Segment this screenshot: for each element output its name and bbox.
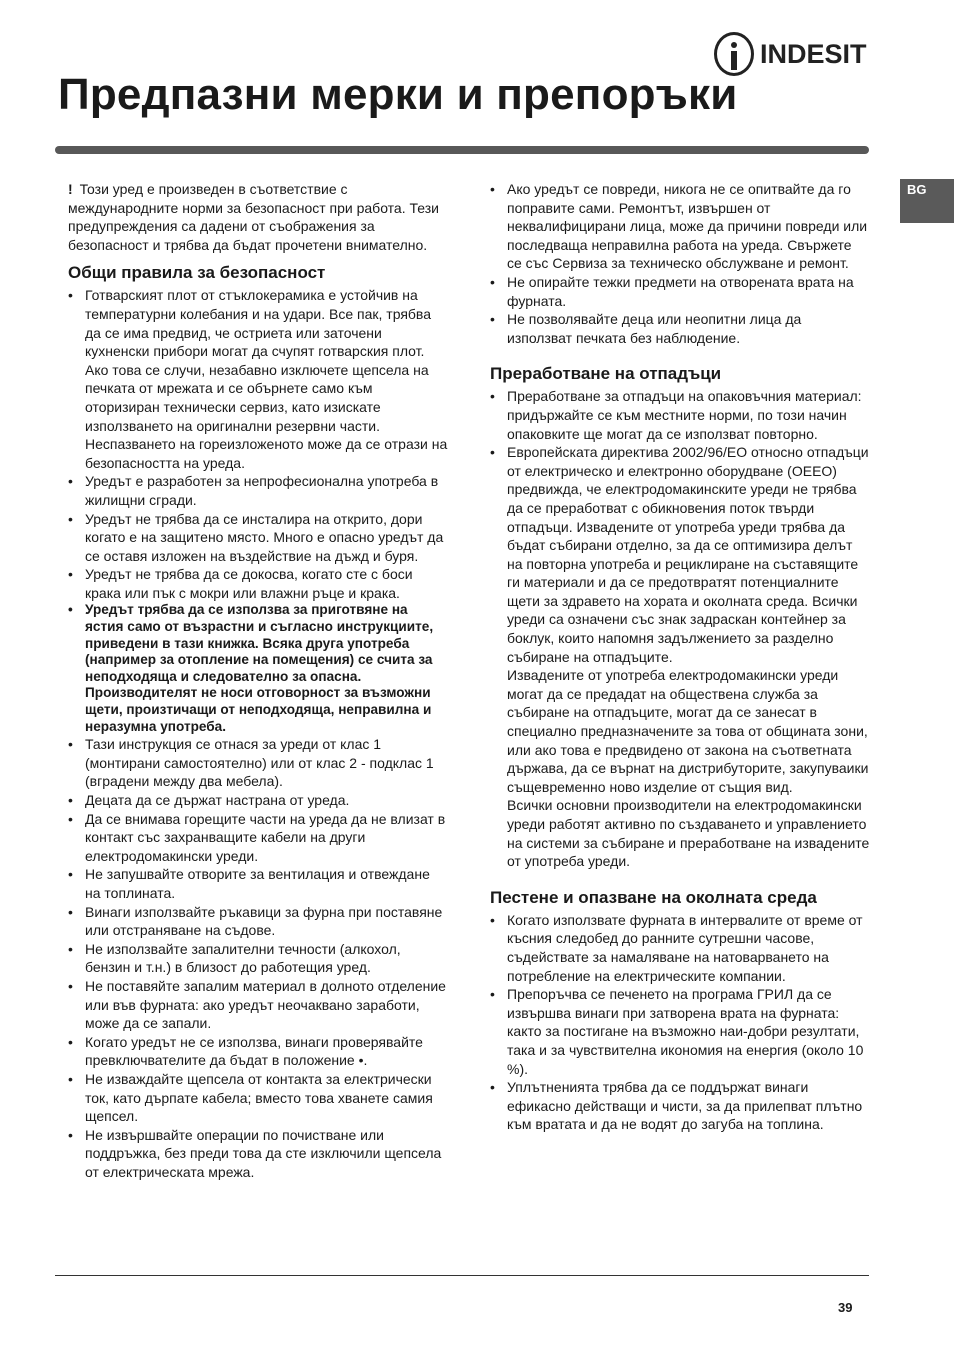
logo-text: INDESIT <box>760 38 867 69</box>
list-item: • Уплътненията трябва да се поддържат винаги ефикасно действащи и чисти, за да прилепват плътно към вратата и да не водят до загуба на топлина. <box>490 1078 870 1134</box>
general-safety-heading: Общи правила за безопасност <box>68 263 326 283</box>
list-item: • Децата да се държат настрана от уреда. <box>68 791 448 810</box>
page-number: 39 <box>838 1300 853 1315</box>
list-item: • Да се внимава горещите части на уреда да не влизат в контакт със захранващите кабели на други електродомакински уреди. <box>68 810 448 866</box>
list-item: • Готварският плот от стъклокерамика е устойчив на температурни колебания и на удари. Все пак, трябва да се има предвид, че остриета или заточени кухненски прибори могат да счупят готварския плот. Ако това се случи, незабавно изключете щепсела на печката от мрежата и се обърнете само към оторизиран технически сервиз, като изискате използването на оригинални резервни части. Неспазването на гореизложеното може да се отрази на безопасността на уреда. <box>68 286 448 472</box>
list-item: • Не извършвайте операции по почистване или поддръжка, без преди това да сте изключили щепсела от електрическата мрежа. <box>68 1126 448 1182</box>
energy-saving-heading: Пестене и опазване на околната среда <box>490 887 817 907</box>
general-safety-list <box>68 286 448 1181</box>
list-item: • Уредът не трябва да се докосва, когато сте с боси крака или пък с мокри или влажни ръце и крака. <box>68 565 448 602</box>
language-tab: BG <box>900 179 954 223</box>
list-item: • Тази инструкция се отнася за уреди от клас 1 (монтирани самостоятелно) или от клас 2 - подклас 1 (вградени между два мебела). <box>68 735 448 791</box>
list-item: • Не изваждайте щепсела от контакта за електрически ток, като дърпате кабела; вместо това хванете самия щепсел. <box>68 1070 448 1126</box>
waste-disposal-list <box>490 387 870 870</box>
warning-mark: ! <box>68 181 73 197</box>
weee-paragraph: • Европейската директива 2002/96/ЕО относно отпадъци от електрическо и електронно оборудване (ОЕЕО) предвижда, че електродомакинските уреди не трябва да се преработват с обикновения поток твърди отпадъци. Извадените от употреба уреди трябва да бъдат събирани отделно, за да се оптимизира делът на повторна употреба и рециклиране на съставящите ги материали и да се предотвратят потенциалните щети за здравето на хората и околната среда. Всички уреди са означени със знак задраскан контейнер за боклук, които напомня задължението за разделно събиране на отпадъците. <box>507 444 869 665</box>
general-safety-list-continued <box>490 180 870 347</box>
energy-saving-list <box>490 911 870 1134</box>
list-item: • Ако уредът се повреди, никога не се опитвайте да го поправите сами. Ремонтът, извършен от неквалифицирани лица, може да причини повреди или последваща неправилна работа на уреда. Свържете се със Сервиза за техническо обслужване и ремонт. <box>490 180 870 273</box>
intro-text: Този уред е произведен в съответствие с международните норми за безопасност при работа. Тези предупреждения са дадени от съображения за безопасност и трябва да бъдат прочетени внимателно. <box>68 181 439 253</box>
list-item: • Препоръчва се печенето на програма ГРИЛ да се извършва винаги при затворена врата на фурната: както за постигане на възможно наи-добри резултати, така и за чувствителна икономия на енергия (около 10 %). <box>490 985 870 1078</box>
list-item <box>490 443 870 871</box>
list-item: • Уредът не трябва да се инсталира на открито, дори когато е на защитено място. Много е опасно уредът да се оставя изложен на въздействие на дъжд и буря. <box>68 510 448 566</box>
intro-paragraph <box>68 180 448 254</box>
list-item: • Когато уредът не се използва, винаги проверявайте превключвателите да бъдат в положение •. <box>68 1033 448 1070</box>
title-divider <box>55 146 869 154</box>
list-item: • Винаги използвайте ръкавици за фурна при поставяне или отстраняване на съдове. <box>68 903 448 940</box>
list-item-important: • Уредът трябва да се използва за приготвяне на ястия само от възрастни и съгласно инструкциите, приведени в тази книжка. Всяка друга употреба (например за отопление на помещения) се счита за неподходяща и следователно за опасна. Производителят не носи отговорност за възможни щети, произтичащи от неподходяща, неправилна и неразумна употреба. <box>68 602 448 735</box>
left-column <box>68 180 448 1181</box>
list-item: • Не поставяйте запалим материал в долното отделение или във фурната: ако уредът неочаквано заработи, може да се запали. <box>68 977 448 1033</box>
list-item: • Не използвайте запалителни течности (алкохол, бензин и т.н.) в близост до работещия уред. <box>68 940 448 977</box>
collection-paragraph: Извадените от употреба електродомакински уреди могат да се предадат на обществена служба за събиране на отпадъците, могат да се занесат в специално предназначените за това от общината зони, или ако това е предвидено от закона на съответната държава, да се върнат на дистрибуторите, закупуваики същевременно ново изделие от същия вид. <box>507 667 869 795</box>
indesit-logo <box>714 30 874 78</box>
list-item: • Уредът е разработен за непрофесионална употреба в жилищни сгради. <box>68 472 448 509</box>
list-item: • Не позволявайте деца или неопитни лица да използват печката без наблюдение. <box>490 310 870 347</box>
list-item: • Когато използвате фурната в интервалите от време от късния следобед до ранните сутрешни часове, съдействате за намаляване на натоварването на потребление на електрическите компании. <box>490 911 870 985</box>
manufacturers-paragraph: Всички основни производители на електродомакински уреди работят активно по създаването и управлението на системи за събиране и преработване на извадените от употреба уреди. <box>507 797 870 870</box>
list-item: • Не запушвайте отворите за вентилация и отвеждане на топлината. <box>68 865 448 902</box>
footer-divider <box>55 1275 869 1276</box>
page-title: Предпазни мерки и препоръки <box>58 70 738 119</box>
list-item: • Преработване за отпадъци на опаковъчния материал: придържайте се към местните норми, по този начин опаковките ще могат да се използват повторно. <box>490 387 870 443</box>
waste-disposal-heading: Преработване на отпадъци <box>490 364 722 384</box>
right-column <box>490 180 870 1134</box>
list-item: • Не опирайте тежки предмети на отворената врата на фурната. <box>490 273 870 310</box>
